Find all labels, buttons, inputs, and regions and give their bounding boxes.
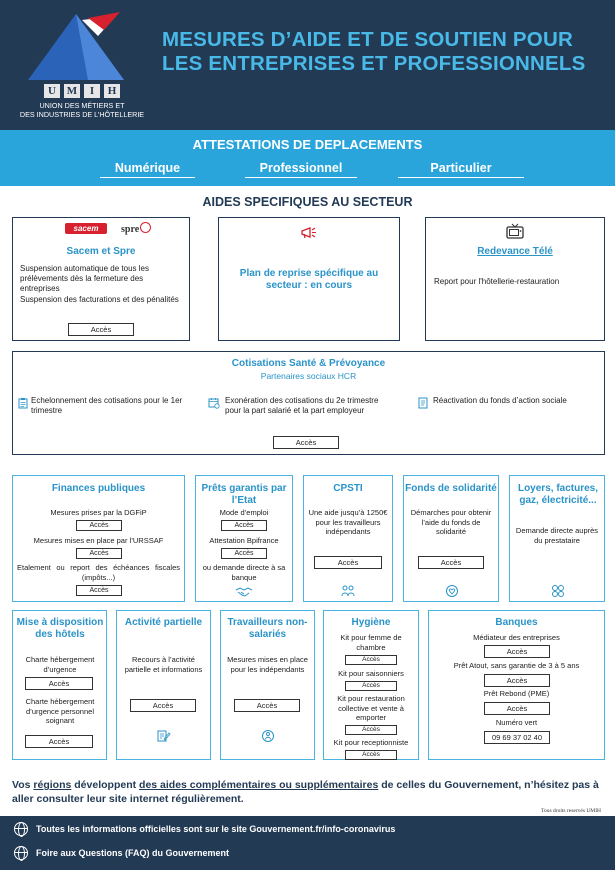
fonds-text: Démarches pour obtenir l’aide du fonds de solidarité [410,508,492,536]
prets-text1: Mode d’emploi [219,508,269,517]
prets-card [195,475,293,602]
rights-notice: Tous droits reservés UMIH [541,808,601,814]
logo-triangle-icon [26,12,126,82]
mise-card [12,610,107,760]
attestation-professionnel-link[interactable]: Professionnel [245,161,357,178]
hygiene-text1: Kit pour femme de chambre [340,633,402,652]
aides-link[interactable]: des aides complémentaires ou supplémentaires [139,779,379,791]
hands-heart-icon [445,584,459,598]
banques-access-button-1[interactable]: Accès [484,645,550,658]
loyers-text: Demande directe auprès du prestataire [515,526,599,545]
banques-access-button-3[interactable]: Accès [484,702,550,715]
finances-text3: Etalement ou report des échéances fiscales (impôts...) [17,563,180,582]
loyers-card [509,475,605,602]
tv-icon [506,223,524,240]
hygiene-card [323,610,419,760]
hygiene-access-button-4[interactable]: Accès [345,750,397,760]
prets-title: Prêts garantis par l’Etat [201,483,287,506]
umih-logo[interactable] [8,12,156,120]
regions-link[interactable]: régions [33,779,72,791]
attestation-numerique-link[interactable]: Numérique [100,161,195,178]
sacem-text1: Suspension automatique de tous les prélèvements dès la fermeture des entreprises [20,264,149,293]
logo-wordmark: U M I H [38,84,126,98]
sacem-text2: Suspension des facturations et des pénalités [20,295,179,304]
gouvernement-link[interactable]: Toutes les informations officielles sont sur le site Gouvernement.fr/info-coronavirus [14,822,395,836]
sacem-access-button[interactable]: Accès [68,323,134,336]
hygiene-text4: Kit pour receptionniste [333,738,409,747]
finances-card [12,475,185,602]
travailleurs-title: Travailleurs non-salariés [227,617,308,640]
fonds-title: Fonds de solidarité [405,483,497,494]
banques-title: Banques [495,617,538,628]
handshake-icon [235,586,253,598]
banques-text4: Numéro vert [495,718,538,727]
activite-title: Activité partielle [124,617,203,628]
finances-access-button-2[interactable]: Accès [76,548,122,559]
redevance-title[interactable]: Redevance Télé [477,246,553,257]
finances-text1: Mesures prises par la DGFiP [50,508,147,517]
banques-access-button-2[interactable]: Accès [484,674,550,687]
cpsti-text: Une aide jusqu’à 1250€ pour les travailleurs indépendants [308,508,388,536]
cotisations-item3: Réactivation du fonds d’action sociale [433,396,567,405]
page-title: MESURES D’AIDE ET DE SOUTIEN POUR LES ENTREPRISES ET PROFESSIONNELS [162,28,586,75]
fonds-card [403,475,499,602]
calendar-icon [208,397,220,409]
loyers-title: Loyers, factures, gaz, électricité... [517,483,599,506]
finances-title: Finances publiques [51,483,146,494]
person-badge-icon [261,729,275,743]
banques-text2: Prêt Atout, sans garantie de 3 à 5 ans [453,661,580,670]
attestations-title: ATTESTATIONS DE DEPLACEMENTS [192,137,423,152]
utilities-icon [551,584,565,598]
prets-access-button-1[interactable]: Accès [221,520,267,531]
globe-icon [14,846,28,860]
mise-text1: Charte hébergement d’urgence [25,655,95,674]
travailleurs-text: Mesures mises en place pour les indépendants [227,655,308,674]
banques-phone-number[interactable]: 09 69 37 02 40 [484,731,550,744]
faq-link[interactable]: Foire aux Questions (FAQ) du Gouvernement [14,846,229,860]
hygiene-access-button-1[interactable]: Accès [345,655,397,665]
hygiene-text3: Kit pour restauration collective et vente à emporter [337,694,405,722]
plan-card [218,217,400,341]
sacem-title: Sacem et Spre [66,246,136,257]
document-icon [418,397,429,409]
people-icon [341,584,355,598]
mise-text2: Charte hébergement d’urgence personnel soignant [25,697,95,725]
cpsti-access-button[interactable]: Accès [314,556,382,569]
plan-title: Plan de reprise spécifique au secteur : en cours [239,268,379,291]
activite-access-button[interactable]: Accès [130,699,196,712]
travailleurs-access-button[interactable]: Accès [234,699,300,712]
prets-text3: ou demande directe à sa banque [202,563,286,582]
travailleurs-card [220,610,315,760]
redevance-card [425,217,605,341]
mise-title: Mise à disposition des hôtels [16,617,104,640]
footer-note: Vos régions développent des aides complémentaires ou supplémentaires de celles du Gouvernement, n’hésitez pas à aller consulter leur site internet régulièrement. [12,779,599,805]
clipboard-icon [18,397,28,409]
cotisations-item1: Echelonnement des cotisations pour le 1er trimestre [31,396,183,415]
section-title: AIDES SPECIFIQUES AU SECTEUR [202,195,413,209]
cotisations-card [12,351,605,455]
hygiene-access-button-2[interactable]: Accès [345,681,397,691]
finances-text2: Mesures mises en place par l’URSSAF [33,536,164,545]
finances-access-button-3[interactable]: Accès [76,585,122,596]
hygiene-title: Hygiène [351,617,391,628]
hygiene-access-button-3[interactable]: Accès [345,725,397,735]
cotisations-subtitle: Partenaires sociaux HCR [260,371,357,381]
mise-access-button-1[interactable]: Accès [25,677,93,690]
prets-text2: Attestation Bpifrance [209,536,279,545]
banques-text1: Médiateur des entreprises [473,633,560,642]
header [0,0,615,130]
cotisations-item2: Exonération des cotisations du 2e trimestre pour la part salarié et la part employeur [225,396,379,415]
banques-card [428,610,605,760]
activite-card [116,610,211,760]
cotisations-access-button[interactable]: Accès [273,436,339,449]
sacem-logo: sacem [65,223,107,234]
bottom-bar [0,816,615,870]
fonds-access-button[interactable]: Accès [418,556,484,569]
attestations-band [0,130,615,186]
edit-document-icon [157,729,171,743]
hygiene-text2: Kit pour saisonniers [338,669,404,678]
redevance-text: Report pour l'hôtellerie-restauration [434,277,560,286]
spre-logo: spre [121,222,151,235]
logo-subtitle: UNION DES MÉTIERS ET DES INDUSTRIES DE L’HÔTELLERIE [19,101,145,119]
megaphone-icon [301,226,317,240]
globe-icon [14,822,28,836]
attestation-particulier-link[interactable]: Particulier [398,161,524,178]
cotisations-title: Cotisations Santé & Prévoyance [231,358,386,369]
cpsti-title: CPSTI [333,483,363,494]
banques-text3: Prêt Rebond (PME) [483,689,550,698]
prets-access-button-2[interactable]: Accès [221,548,267,559]
cpsti-card [303,475,393,602]
mise-access-button-2[interactable]: Accès [25,735,93,748]
finances-access-button-1[interactable]: Accès [76,520,122,531]
sacem-card [12,217,190,341]
activite-text: Recours à l’activité partielle et informations [124,655,203,674]
